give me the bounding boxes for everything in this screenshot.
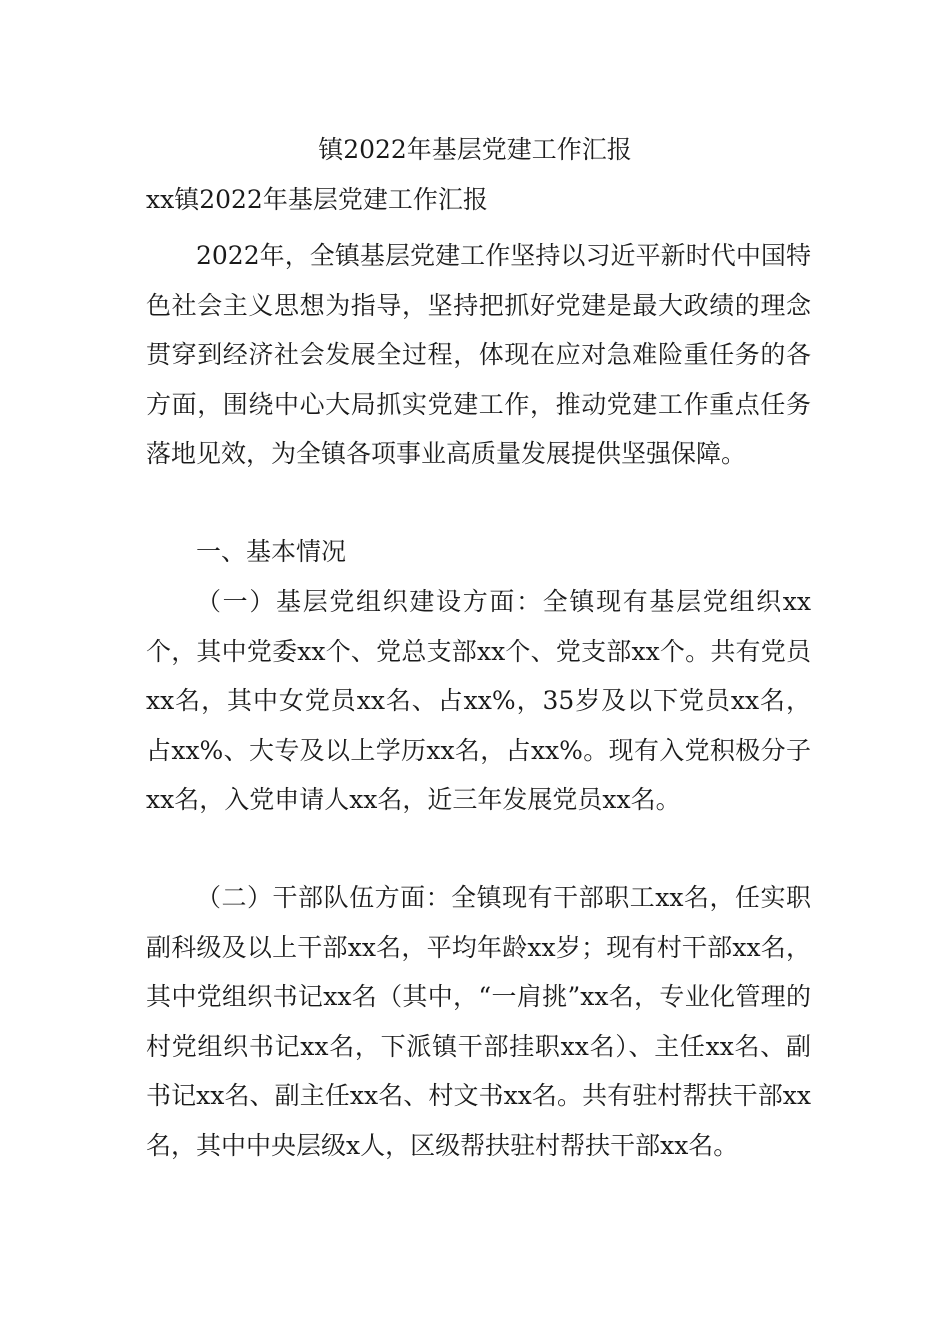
document-title: 镇2022年基层党建工作汇报 <box>318 135 632 164</box>
paragraph-intro: 2022年，全镇基层党建工作坚持以习近平新时代中国特色社会主义思想为指导，坚持把抓好党建是最大政绩的理念贯穿到经济社会发展全过程，体现在应对急难险重任务的各方面，围绕中心大局抓实党建工作，推动党建工作重点任务落地见效，为全镇各项事业高质量发展提供坚强保障。 <box>146 241 811 469</box>
paragraph-party-organization: （一）基层党组织建设方面：全镇现有基层党组织xx个，其中党委xx个、党总支部xx个、党支部xx个。共有党员xx名，其中女党员xx名、占xx%，35岁及以下党员xx名，占xx%、大专及以上学历xx名，占xx%。现有入党积极分子xx名，入党申请人xx名，近三年发展党员xx名。 <box>146 587 811 815</box>
section-heading-basic-situation: 一、基本情况 <box>196 537 347 566</box>
paragraph-cadre-team: （二）干部队伍方面：全镇现有干部职工xx名，任实职副科级及以上干部xx名，平均年龄xx岁；现有村干部xx名，其中党组织书记xx名（其中，“一肩挑”xx名，专业化管理的村党组织书记xx名，下派镇干部挂职xx名）、主任xx名、副书记xx名、副主任xx名、村文书xx名。共有驻村帮扶干部xx名，其中中央层级x人，区级帮扶驻村帮扶干部xx名。 <box>146 883 811 1160</box>
document-subtitle: xx镇2022年基层党建工作汇报 <box>146 185 488 214</box>
